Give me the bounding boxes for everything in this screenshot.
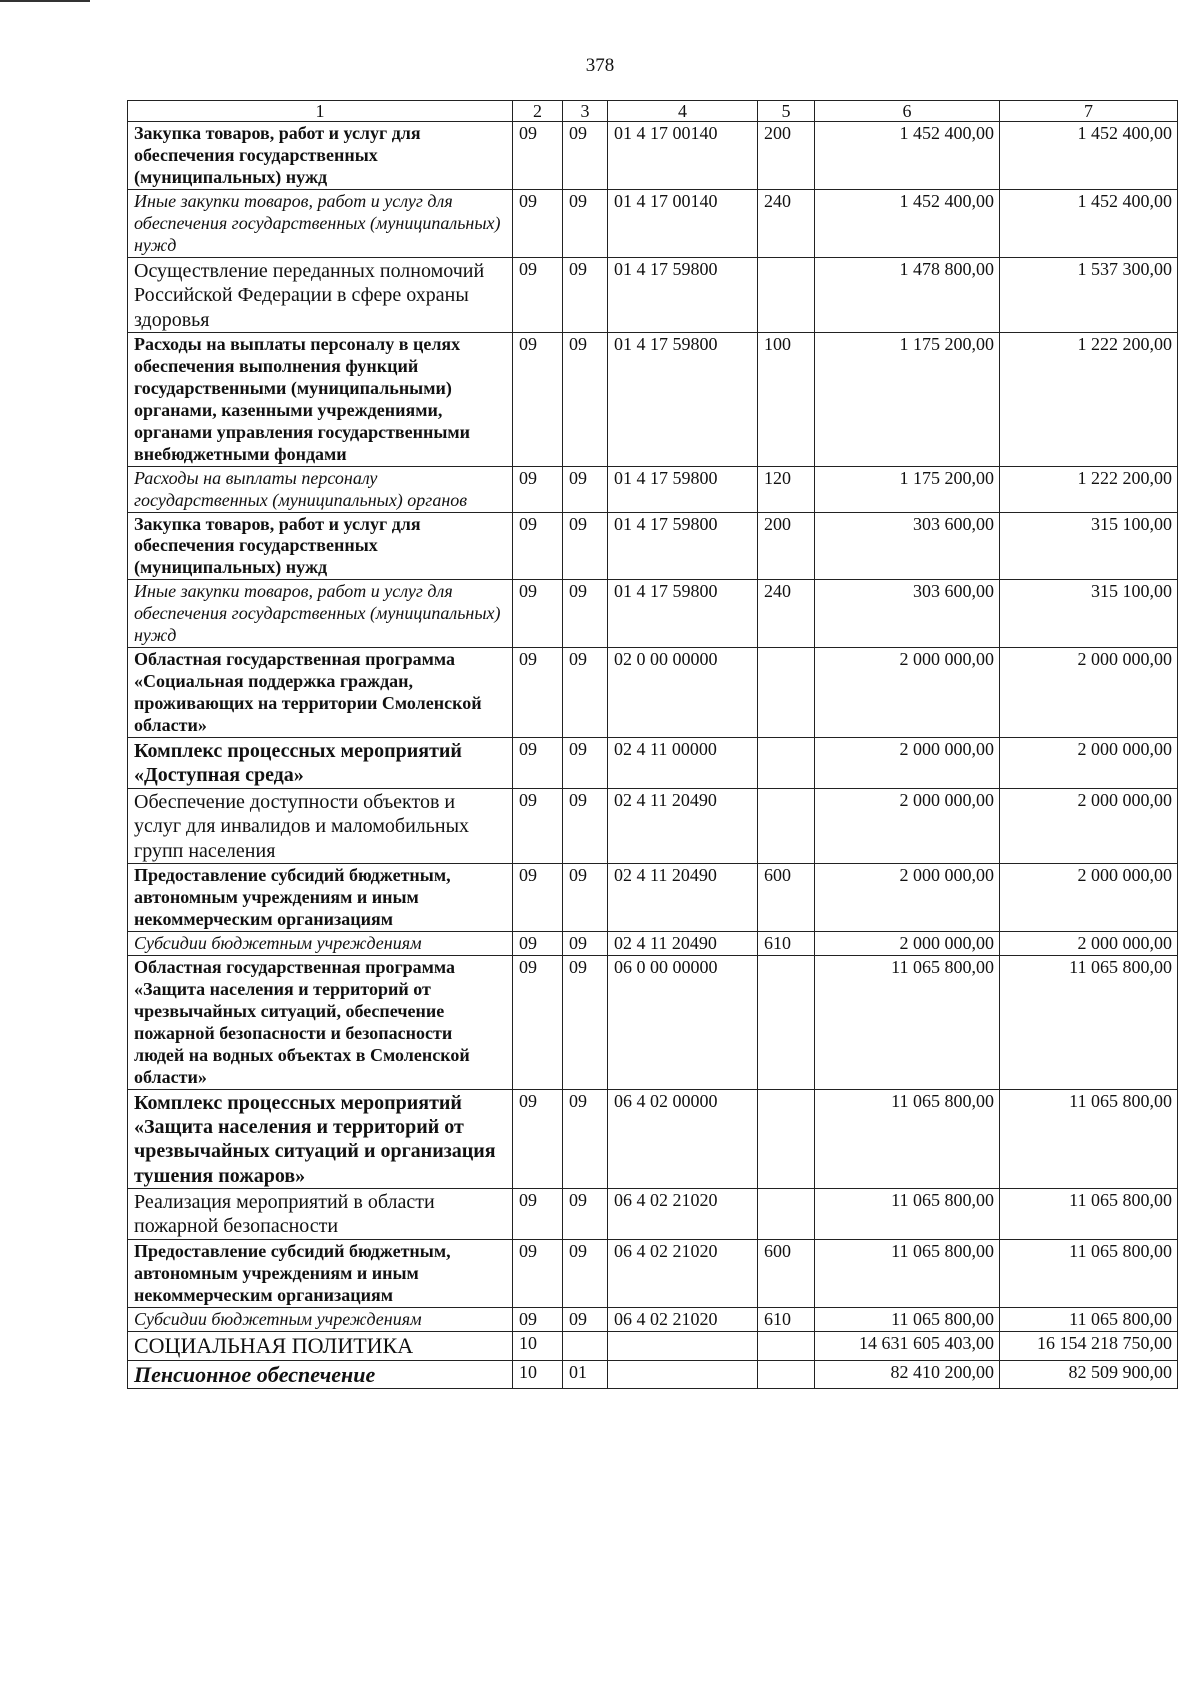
row-amount-year2: 11 065 800,00 — [1000, 1239, 1178, 1307]
row-name: Иные закупки товаров, работ и услуг для обеспечения государственных (муниципальных) нужд — [128, 580, 513, 648]
row-target-article: 06 0 00 00000 — [608, 955, 758, 1089]
row-section-code: 09 — [513, 788, 563, 863]
row-section-code: 09 — [513, 1239, 563, 1307]
row-target-article: 06 4 02 00000 — [608, 1089, 758, 1189]
row-subsection-code: 09 — [563, 955, 608, 1089]
row-amount-year2: 1 222 200,00 — [1000, 466, 1178, 512]
row-section-code: 09 — [513, 332, 563, 466]
page-edge-line — [0, 0, 90, 2]
row-target-article: 02 4 11 20490 — [608, 788, 758, 863]
column-header: 3 — [563, 101, 608, 122]
row-expense-type: 600 — [758, 864, 815, 932]
row-section-code: 10 — [513, 1360, 563, 1389]
row-expense-type — [758, 1189, 815, 1240]
row-amount-year1: 2 000 000,00 — [815, 788, 1000, 863]
budget-table — [127, 100, 1178, 1389]
row-amount-year2: 315 100,00 — [1000, 580, 1178, 648]
row-amount-year1: 11 065 800,00 — [815, 1089, 1000, 1189]
row-amount-year1: 2 000 000,00 — [815, 864, 1000, 932]
row-name: Субсидии бюджетным учреждениям — [128, 931, 513, 955]
row-target-article: 02 0 00 00000 — [608, 648, 758, 738]
table-row — [128, 1189, 1178, 1240]
page-number: 378 — [585, 55, 615, 76]
row-expense-type: 240 — [758, 189, 815, 257]
row-amount-year2: 1 537 300,00 — [1000, 257, 1178, 332]
column-header: 2 — [513, 101, 563, 122]
row-amount-year1: 11 065 800,00 — [815, 955, 1000, 1089]
row-amount-year2: 1 452 400,00 — [1000, 122, 1178, 190]
row-section-code: 09 — [513, 931, 563, 955]
row-name: Комплекс процессных мероприятий «Защита населения и территорий от чрезвычайных ситуаций и организация тушения пожаров» — [128, 1089, 513, 1189]
row-amount-year1: 14 631 605 403,00 — [815, 1331, 1000, 1360]
table-row — [128, 466, 1178, 512]
row-name: Расходы на выплаты персоналу государственных (муниципальных) органов — [128, 466, 513, 512]
row-target-article: 01 4 17 00140 — [608, 122, 758, 190]
row-name: Комплекс процессных мероприятий «Доступная среда» — [128, 738, 513, 789]
row-amount-year2: 82 509 900,00 — [1000, 1360, 1178, 1389]
table-row — [128, 1331, 1178, 1360]
row-expense-type — [758, 1360, 815, 1389]
row-target-article: 02 4 11 00000 — [608, 738, 758, 789]
row-name: Субсидии бюджетным учреждениям — [128, 1307, 513, 1331]
row-expense-type: 200 — [758, 122, 815, 190]
row-expense-type: 200 — [758, 512, 815, 580]
row-expense-type: 610 — [758, 1307, 815, 1331]
table-header-row — [128, 101, 1178, 122]
row-amount-year2: 11 065 800,00 — [1000, 1089, 1178, 1189]
row-expense-type: 100 — [758, 332, 815, 466]
row-amount-year1: 2 000 000,00 — [815, 931, 1000, 955]
table-row — [128, 648, 1178, 738]
row-name: Иные закупки товаров, работ и услуг для обеспечения государственных (муниципальных) нужд — [128, 189, 513, 257]
row-expense-type: 240 — [758, 580, 815, 648]
table-row — [128, 788, 1178, 863]
row-subsection-code: 09 — [563, 257, 608, 332]
row-amount-year2: 315 100,00 — [1000, 512, 1178, 580]
row-expense-type: 600 — [758, 1239, 815, 1307]
column-header: 5 — [758, 101, 815, 122]
row-section-code: 09 — [513, 955, 563, 1089]
row-target-article: 01 4 17 59800 — [608, 512, 758, 580]
row-subsection-code: 09 — [563, 738, 608, 789]
row-name: СОЦИАЛЬНАЯ ПОЛИТИКА — [128, 1331, 513, 1360]
row-target-article: 02 4 11 20490 — [608, 931, 758, 955]
table-row — [128, 1307, 1178, 1331]
row-amount-year2: 2 000 000,00 — [1000, 738, 1178, 789]
table-row — [128, 257, 1178, 332]
row-name: Закупка товаров, работ и услуг для обеспечения государственных (муниципальных) нужд — [128, 512, 513, 580]
row-amount-year1: 11 065 800,00 — [815, 1189, 1000, 1240]
row-target-article — [608, 1331, 758, 1360]
row-target-article: 06 4 02 21020 — [608, 1307, 758, 1331]
table-row — [128, 864, 1178, 932]
row-section-code: 09 — [513, 466, 563, 512]
row-subsection-code: 09 — [563, 788, 608, 863]
row-name: Пенсионное обеспечение — [128, 1360, 513, 1389]
row-amount-year2: 1 452 400,00 — [1000, 189, 1178, 257]
row-section-code: 09 — [513, 189, 563, 257]
row-subsection-code: 09 — [563, 189, 608, 257]
row-amount-year1: 1 175 200,00 — [815, 332, 1000, 466]
row-section-code: 09 — [513, 257, 563, 332]
row-amount-year1: 11 065 800,00 — [815, 1307, 1000, 1331]
row-amount-year2: 16 154 218 750,00 — [1000, 1331, 1178, 1360]
table-row — [128, 931, 1178, 955]
row-expense-type — [758, 257, 815, 332]
table-row — [128, 189, 1178, 257]
row-subsection-code: 09 — [563, 648, 608, 738]
row-name: Реализация мероприятий в области пожарной безопасности — [128, 1189, 513, 1240]
row-amount-year1: 11 065 800,00 — [815, 1239, 1000, 1307]
row-expense-type — [758, 648, 815, 738]
row-amount-year2: 2 000 000,00 — [1000, 931, 1178, 955]
row-subsection-code: 09 — [563, 512, 608, 580]
row-target-article: 01 4 17 00140 — [608, 189, 758, 257]
row-subsection-code: 01 — [563, 1360, 608, 1389]
column-header: 6 — [815, 101, 1000, 122]
row-amount-year2: 2 000 000,00 — [1000, 864, 1178, 932]
row-subsection-code: 09 — [563, 466, 608, 512]
column-header: 4 — [608, 101, 758, 122]
row-subsection-code: 09 — [563, 122, 608, 190]
table-row — [128, 580, 1178, 648]
row-subsection-code: 09 — [563, 332, 608, 466]
row-expense-type — [758, 1331, 815, 1360]
row-amount-year1: 1 175 200,00 — [815, 466, 1000, 512]
row-subsection-code: 09 — [563, 864, 608, 932]
row-subsection-code: 09 — [563, 931, 608, 955]
row-subsection-code: 09 — [563, 1307, 608, 1331]
row-name: Областная государственная программа «Социальная поддержка граждан, проживающих на территории Смоленской области» — [128, 648, 513, 738]
column-header: 7 — [1000, 101, 1178, 122]
row-target-article: 01 4 17 59800 — [608, 257, 758, 332]
row-amount-year1: 2 000 000,00 — [815, 648, 1000, 738]
row-subsection-code: 09 — [563, 580, 608, 648]
row-section-code: 09 — [513, 580, 563, 648]
row-amount-year2: 11 065 800,00 — [1000, 1189, 1178, 1240]
table-row — [128, 1089, 1178, 1189]
row-subsection-code: 09 — [563, 1189, 608, 1240]
row-section-code: 09 — [513, 1189, 563, 1240]
row-name: Осуществление переданных полномочий Российской Федерации в сфере охраны здоровья — [128, 257, 513, 332]
row-section-code: 09 — [513, 122, 563, 190]
row-amount-year1: 1 478 800,00 — [815, 257, 1000, 332]
table-row — [128, 512, 1178, 580]
row-subsection-code: 09 — [563, 1089, 608, 1189]
row-amount-year1: 1 452 400,00 — [815, 189, 1000, 257]
table-row — [128, 332, 1178, 466]
row-target-article: 06 4 02 21020 — [608, 1239, 758, 1307]
row-expense-type — [758, 738, 815, 789]
table-row — [128, 738, 1178, 789]
table-row — [128, 1360, 1178, 1389]
row-section-code: 09 — [513, 1089, 563, 1189]
row-section-code: 09 — [513, 864, 563, 932]
row-target-article: 01 4 17 59800 — [608, 466, 758, 512]
row-amount-year2: 11 065 800,00 — [1000, 955, 1178, 1089]
row-target-article: 02 4 11 20490 — [608, 864, 758, 932]
row-section-code: 09 — [513, 512, 563, 580]
row-section-code: 09 — [513, 1307, 563, 1331]
row-expense-type — [758, 955, 815, 1089]
row-amount-year1: 303 600,00 — [815, 580, 1000, 648]
row-name: Областная государственная программа «Защита населения и территорий от чрезвычайных ситуаций, обеспечение пожарной безопасности и безопасности людей на водных объектах в Смоленской области» — [128, 955, 513, 1089]
row-amount-year1: 1 452 400,00 — [815, 122, 1000, 190]
row-name: Предоставление субсидий бюджетным, автономным учреждениям и иным некоммерческим организациям — [128, 864, 513, 932]
row-name: Обеспечение доступности объектов и услуг для инвалидов и маломобильных групп населения — [128, 788, 513, 863]
row-amount-year1: 303 600,00 — [815, 512, 1000, 580]
row-expense-type — [758, 788, 815, 863]
table-row — [128, 1239, 1178, 1307]
row-amount-year2: 2 000 000,00 — [1000, 788, 1178, 863]
row-subsection-code — [563, 1331, 608, 1360]
row-target-article: 01 4 17 59800 — [608, 580, 758, 648]
row-expense-type — [758, 1089, 815, 1189]
row-section-code: 09 — [513, 738, 563, 789]
row-expense-type: 120 — [758, 466, 815, 512]
row-target-article — [608, 1360, 758, 1389]
row-amount-year2: 11 065 800,00 — [1000, 1307, 1178, 1331]
row-amount-year2: 1 222 200,00 — [1000, 332, 1178, 466]
row-amount-year2: 2 000 000,00 — [1000, 648, 1178, 738]
row-target-article: 01 4 17 59800 — [608, 332, 758, 466]
row-target-article: 06 4 02 21020 — [608, 1189, 758, 1240]
row-expense-type: 610 — [758, 931, 815, 955]
column-header: 1 — [128, 101, 513, 122]
row-amount-year1: 82 410 200,00 — [815, 1360, 1000, 1389]
row-name: Предоставление субсидий бюджетным, автономным учреждениям и иным некоммерческим организациям — [128, 1239, 513, 1307]
row-section-code: 10 — [513, 1331, 563, 1360]
row-amount-year1: 2 000 000,00 — [815, 738, 1000, 789]
row-subsection-code: 09 — [563, 1239, 608, 1307]
table-row — [128, 955, 1178, 1089]
row-section-code: 09 — [513, 648, 563, 738]
table-row — [128, 122, 1178, 190]
row-name: Закупка товаров, работ и услуг для обеспечения государственных (муниципальных) нужд — [128, 122, 513, 190]
row-name: Расходы на выплаты персоналу в целях обеспечения выполнения функций государственными (муниципальными) органами, казенными учреждениями, органами управления государственными внебюджетными фондами — [128, 332, 513, 466]
